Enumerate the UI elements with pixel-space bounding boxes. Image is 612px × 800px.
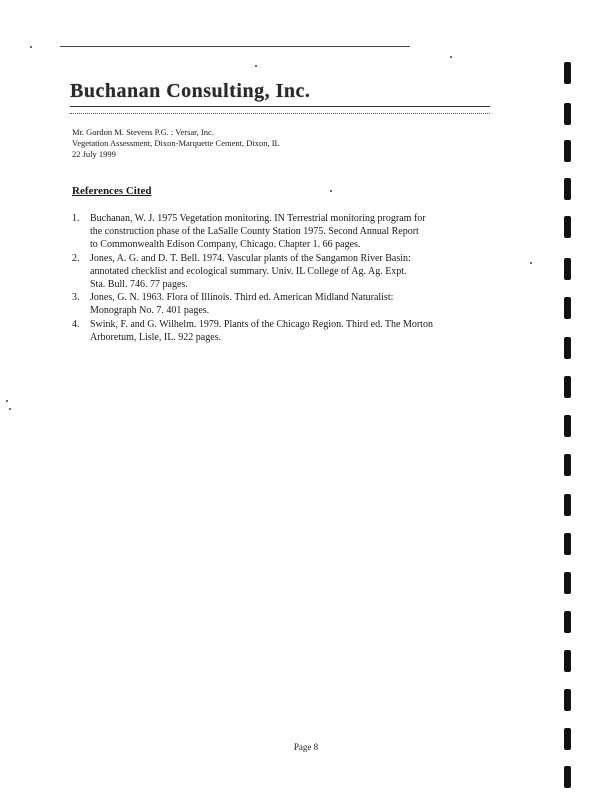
reference-line: Swink, F. and G. Wilhelm. 1979. Plants of the Chicago Region. Third ed. The Morton xyxy=(90,318,433,330)
binder-punch-mark xyxy=(564,766,571,788)
reference-line: the construction phase of the LaSalle County Station 1975. Second Annual Report xyxy=(90,226,419,238)
binder-punch-mark xyxy=(564,454,571,476)
scan-speck xyxy=(30,46,32,48)
scan-speck xyxy=(6,400,8,402)
binder-punch-mark xyxy=(564,650,571,672)
binder-punch-mark xyxy=(564,728,571,750)
reference-item xyxy=(72,291,522,317)
binder-punch-mark xyxy=(564,140,571,162)
reference-line: Monograph No. 7. 401 pages. xyxy=(90,305,210,317)
binder-punch-mark xyxy=(564,337,571,359)
reference-number: 4. xyxy=(72,318,80,330)
binder-punch-mark xyxy=(564,258,571,280)
reference-item xyxy=(72,212,522,252)
memo-header xyxy=(72,127,280,160)
binder-punch-mark xyxy=(564,611,571,633)
reference-line: Arboretum, Lisle, IL. 922 pages. xyxy=(90,331,222,343)
binder-punch-mark xyxy=(564,216,571,238)
section-title: References Cited xyxy=(72,185,152,197)
reference-line: Buchanan, W. J. 1975 Vegetation monitoring. IN Terrestrial monitoring program for xyxy=(90,213,426,224)
reference-line: to Commonwealth Edison Company, Chicago. Chapter 1. 66 pages. xyxy=(90,239,361,251)
reference-number: 1. xyxy=(72,213,80,224)
reference-line: Jones, A. G. and D. T. Bell. 1974. Vascular plants of the Sangamon River Basin: xyxy=(90,252,411,264)
binder-punch-mark xyxy=(564,533,571,555)
binder-punch-mark xyxy=(564,494,571,516)
page-number: Page 8 xyxy=(293,742,319,752)
header-subject: Vegetation Assessment, Dixon-Marquette Cement, Dixon, IL xyxy=(72,138,280,148)
binder-punch-mark xyxy=(564,376,571,398)
scan-speck xyxy=(255,65,257,67)
binder-punch-mark xyxy=(564,62,571,84)
binder-punch-mark xyxy=(564,415,571,437)
header-date: 22 July 1999 xyxy=(72,149,116,159)
top-rule xyxy=(60,46,410,47)
letterhead-rule xyxy=(70,106,490,107)
binder-punch-mark xyxy=(564,572,571,594)
reference-line: annotated checklist and ecological summary. Univ. IL College of Ag. Ag. Expt. xyxy=(90,265,407,277)
reference-item xyxy=(72,252,522,292)
header-recipient: Mr. Gordon M. Stevens P.G. : Versar, Inc. xyxy=(72,127,214,137)
scan-speck xyxy=(530,262,532,264)
reference-item xyxy=(72,318,522,344)
company-letterhead: Buchanan Consulting, Inc. xyxy=(70,80,311,102)
letterhead-rule-dotted xyxy=(70,113,490,114)
reference-number: 2. xyxy=(72,252,80,264)
reference-number: 3. xyxy=(72,292,80,304)
reference-line: Jones, G. N. 1963. Flora of Illinois. Third ed. American Midland Naturalist: xyxy=(90,292,394,304)
binder-punch-mark xyxy=(564,103,571,125)
binder-punch-mark xyxy=(564,689,571,711)
scan-speck xyxy=(450,56,452,58)
scan-speck xyxy=(330,190,332,192)
binder-punch-mark xyxy=(564,297,571,319)
reference-line: Sta. Bull. 746. 77 pages. xyxy=(90,279,188,291)
binder-punch-mark xyxy=(564,178,571,200)
references-list xyxy=(72,212,522,344)
scan-speck xyxy=(9,408,11,410)
